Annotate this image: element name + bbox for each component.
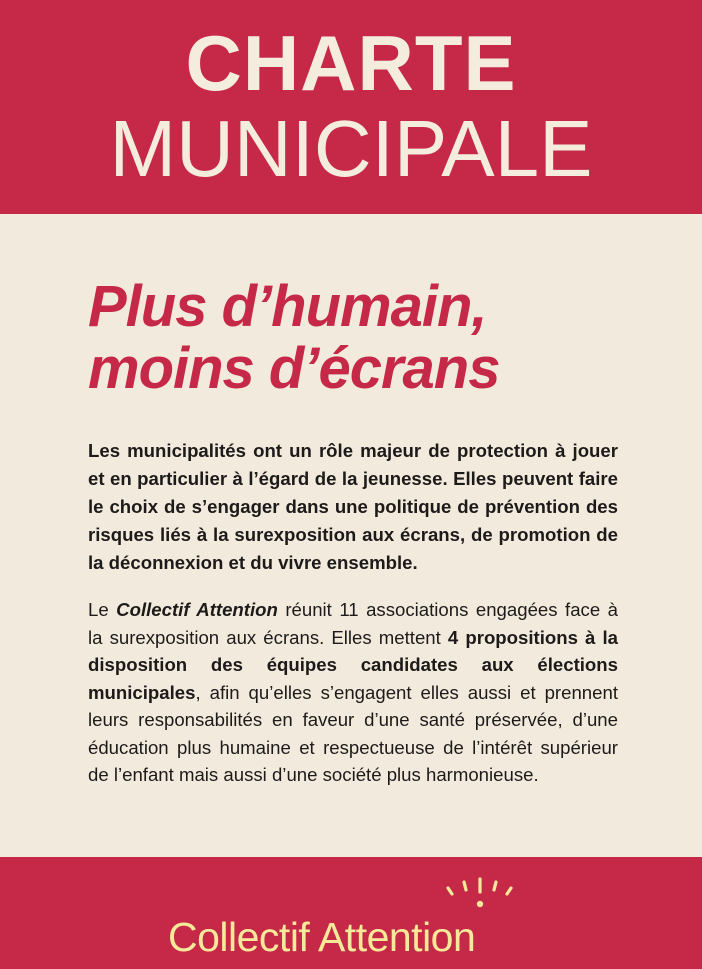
headline-line-1: Plus d’humain,: [88, 274, 487, 339]
collectif-name: Collectif Attention: [116, 599, 278, 620]
intro-paragraph: [88, 437, 618, 577]
title-municipale: MUNICIPALE: [109, 104, 593, 193]
body-paragraph: [88, 596, 618, 789]
propositions-highlight: 4 propositions à la disposition des équipes candidates aux élections municipales: [88, 626, 618, 703]
headline: [88, 276, 688, 400]
headline-line-2: moins d’écrans: [88, 336, 500, 401]
intro-text: Les municipalités ont un rôle majeur de protection à jouer et en particulier à l’égard de la jeunesse. Elles peuvent faire le choix de s’engager dans une politique de prévention des risques liés à la surexposition aux écrans, de promotion de la déconnexion et du vivre ensemble.: [88, 440, 618, 573]
body-part-2: réunit 11 associations engagées face à la surexposition aux écrans. Elles mettent: [88, 599, 618, 648]
body-part-3: , afin qu’elles s’engagent elles aussi et prennent leurs responsabilités en faveur d’une santé préservée, d’une éducation plus humaine et respectueuse de l’intérêt supérieur de l’enfant mais aussi d’une société plus harmonieuse.: [88, 681, 618, 785]
header-banner: [0, 0, 702, 214]
body-text: [88, 596, 618, 789]
brand-name: Collectif Attention: [168, 914, 476, 960]
title-charte: CHARTE: [185, 19, 517, 107]
body-part-1: Le: [88, 599, 117, 620]
